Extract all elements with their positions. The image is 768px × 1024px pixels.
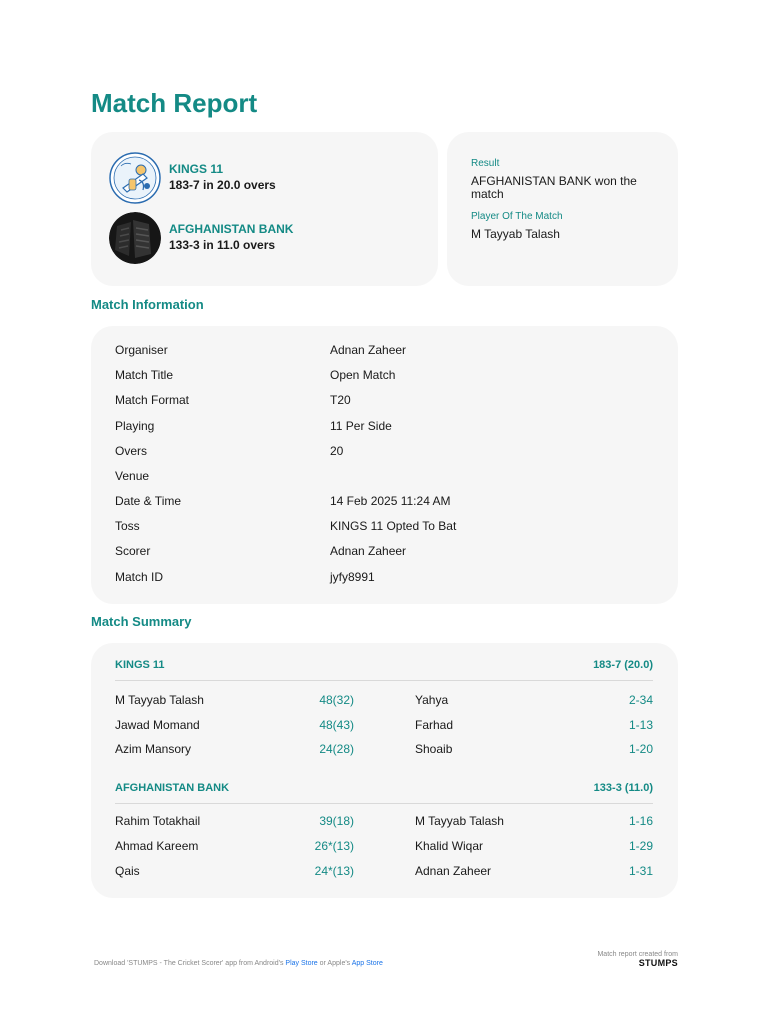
performance-row <box>115 814 653 830</box>
play-store-link[interactable]: Play Store <box>285 960 318 967</box>
info-value: jyfy8991 <box>330 570 375 584</box>
info-row-toss <box>115 519 655 535</box>
page-title: Match Report <box>91 88 258 118</box>
batter-score: 48(43) <box>319 718 354 732</box>
team-score: 183-7 in 20.0 overs <box>169 178 276 192</box>
info-value: 11 Per Side <box>330 419 392 433</box>
bowler-name: Adnan Zaheer <box>415 864 492 878</box>
info-row-venue <box>115 469 655 485</box>
batter-name: Ahmad Kareem <box>115 839 199 853</box>
info-row-date-time <box>115 494 655 510</box>
team-logo-illustration <box>109 152 161 204</box>
team-afghanistan-bank <box>109 212 293 264</box>
performance-row <box>115 864 653 880</box>
download-footer <box>94 960 383 967</box>
info-row-scorer <box>115 544 655 560</box>
info-label: Venue <box>115 469 150 483</box>
created-from-text: Match report created from <box>597 951 678 958</box>
app-store-link[interactable]: App Store <box>351 960 383 967</box>
teams-card <box>91 132 438 286</box>
performance-row <box>115 718 653 734</box>
innings-header <box>115 659 653 681</box>
player-of-match-label: Player Of The Match <box>471 211 563 222</box>
footer-text: or Apple's <box>317 960 352 967</box>
info-row-overs <box>115 444 655 460</box>
info-value: Adnan Zaheer <box>330 544 407 558</box>
bowler-figures: 2-34 <box>628 693 653 707</box>
team-name: AFGHANISTAN BANK <box>169 222 294 236</box>
footer-text: Download 'STUMPS - The Cricket Scorer' app from Android's <box>94 960 286 967</box>
bowler-figures: 1-20 <box>628 742 653 756</box>
brand-footer <box>597 951 678 968</box>
info-value: T20 <box>330 393 351 407</box>
bowler-name: Shoaib <box>415 742 453 756</box>
batter-name: Azim Mansory <box>115 742 192 756</box>
innings-header <box>115 782 653 804</box>
bowler-name: M Tayyab Talash <box>415 814 504 828</box>
batter-name: Qais <box>115 864 140 878</box>
team-kings-11 <box>109 152 276 204</box>
batter-score: 26*(13) <box>314 839 354 853</box>
info-label: Overs <box>115 444 148 458</box>
bowler-figures: 1-13 <box>628 718 653 732</box>
batter-score: 39(18) <box>319 814 354 828</box>
batter-score: 48(32) <box>319 693 354 707</box>
performance-row <box>115 839 653 855</box>
info-row-match-title <box>115 368 655 384</box>
bowler-name: Yahya <box>415 693 449 707</box>
result-value: AFGHANISTAN BANK won the match <box>471 174 637 201</box>
info-value: Adnan Zaheer <box>330 343 407 357</box>
performance-row <box>115 693 653 709</box>
info-label: Organiser <box>115 343 168 357</box>
info-label: Scorer <box>115 544 151 558</box>
team-name: KINGS 11 <box>169 162 224 176</box>
match-information-heading: Match Information <box>91 297 204 312</box>
batter-name: Rahim Totakhail <box>115 814 201 828</box>
player-of-match-value: M Tayyab Talash <box>471 227 560 241</box>
info-label: Match Format <box>115 393 190 407</box>
info-label: Playing <box>115 419 155 433</box>
bowler-figures: 1-16 <box>628 814 653 828</box>
bowler-figures: 1-31 <box>628 864 653 878</box>
info-label: Date & Time <box>115 494 182 508</box>
batter-score: 24(28) <box>319 742 354 756</box>
team-logo-dark <box>109 212 161 264</box>
result-card <box>447 132 678 286</box>
batter-score: 24*(13) <box>314 864 354 878</box>
bowler-figures: 1-29 <box>628 839 653 853</box>
result-label: Result <box>471 158 500 169</box>
stumps-logo: STUMPS <box>638 958 678 968</box>
info-row-match-id <box>115 570 655 586</box>
innings-score: 183-7 (20.0) <box>593 659 653 671</box>
team-score: 133-3 in 11.0 overs <box>169 238 276 252</box>
bowler-name: Khalid Wiqar <box>415 839 484 853</box>
innings-team: KINGS 11 <box>115 659 165 671</box>
match-summary-card <box>91 643 678 898</box>
innings-score: 133-3 (11.0) <box>593 782 653 794</box>
bowler-name: Farhad <box>415 718 454 732</box>
info-row-match-format <box>115 393 655 409</box>
match-summary-heading: Match Summary <box>91 614 192 629</box>
info-label: Match ID <box>115 570 164 584</box>
batter-name: M Tayyab Talash <box>115 693 204 707</box>
info-row-organiser <box>115 343 655 359</box>
info-value: 14 Feb 2025 11:24 AM <box>330 494 451 508</box>
match-information-card <box>91 326 678 604</box>
info-value: 20 <box>330 444 344 458</box>
info-label: Toss <box>115 519 140 533</box>
info-value: KINGS 11 Opted To Bat <box>330 519 457 533</box>
batter-name: Jawad Momand <box>115 718 200 732</box>
info-value: Open Match <box>330 368 396 382</box>
innings-team: AFGHANISTAN BANK <box>115 782 230 794</box>
info-row-playing <box>115 419 655 435</box>
info-label: Match Title <box>115 368 174 382</box>
performance-row <box>115 742 653 758</box>
